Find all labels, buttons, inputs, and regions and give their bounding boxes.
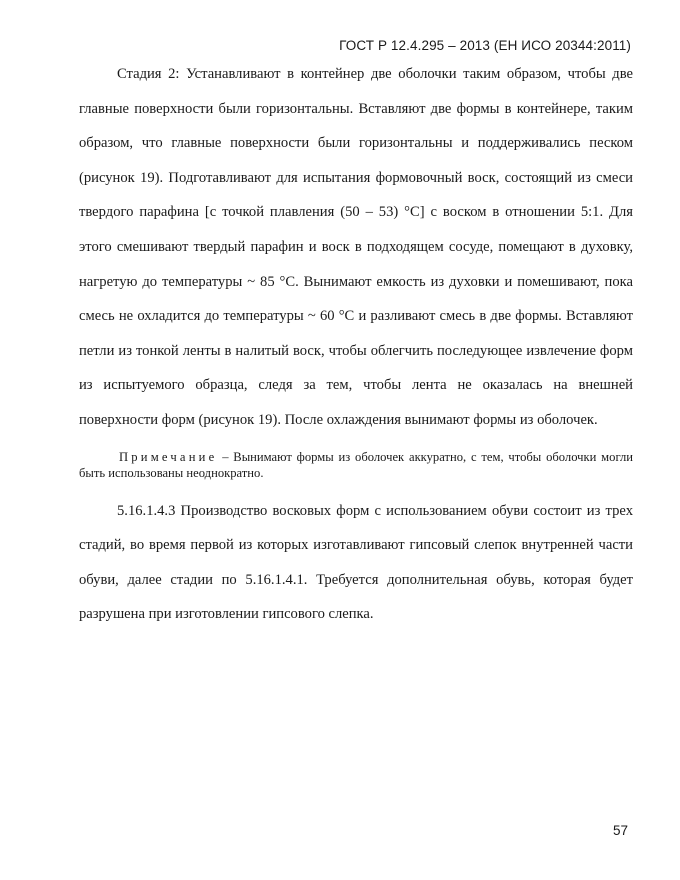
document-header: ГОСТ Р 12.4.295 – 2013 (ЕН ИСО 20344:2011) — [339, 38, 631, 53]
paragraph-section-5-16-1-4-3: 5.16.1.4.3 Производство восковых форм с использованием обуви состоит из трех стадий, во время первой из которых изготавливают гипсовый слепок внутренней части обуви, далее стадии по 5.16.1.4.1. Требуется дополнительная обувь, которая будет разрушена при изготовлении гипсового слепка. — [79, 502, 633, 623]
page-number: 57 — [612, 823, 628, 838]
body-text — [79, 57, 633, 632]
paragraph-stage-2: Стадия 2: Устанавливают в контейнер две оболочки таким образом, чтобы две главные поверхности были горизонтальны. Вставляют две формы в контейнере, таким образом, что главные поверхности были горизонтальны и поддерживались песком (рисунок 19). Подготавливают для испытания формовочный воск, состоящий из смеси твердого парафина [с точкой плавления (50 – 53) °С] с воском в отношении 5:1. Для этого смешивают твердый парафин и воск в подходящем сосуде, помещают в духовку, нагретую до температуры ~ 85 °С. Вынимают емкость из духовки и помешивают, пока смесь не охладится до температуры ~ 60 °С и разливают смесь в две формы. Вставляют петли из тонкой ленты в налитый воск, чтобы облегчить последующее извлечение форм из испытуемого образца, следя за тем, чтобы лента не оказалась на внешней поверхности форм (рисунок 19). После охлаждения вынимают формы из оболочек. — [79, 66, 633, 428]
note-label: Примечание — [119, 449, 218, 464]
note-paragraph — [79, 449, 633, 482]
note-text: – Вынимают формы из оболочек аккуратно, с тем, чтобы оболочки могли быть использованы неоднократно. — [79, 449, 633, 481]
